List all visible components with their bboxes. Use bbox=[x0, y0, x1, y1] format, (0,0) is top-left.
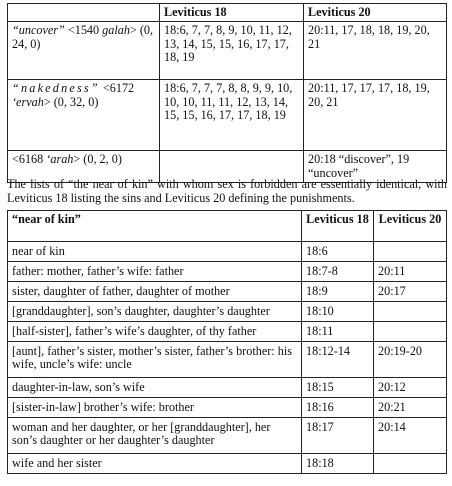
table-header-row bbox=[8, 211, 447, 242]
table-row bbox=[8, 80, 447, 151]
lev18-cell: 18:10 bbox=[302, 302, 374, 322]
header-cell-empty bbox=[8, 4, 160, 22]
lev18-cell: 18:9 bbox=[302, 282, 374, 302]
english-word: “uncover” bbox=[12, 23, 65, 38]
word-occurrence-table bbox=[7, 3, 447, 183]
word-cell bbox=[8, 22, 160, 80]
lev18-cell: 18:15 bbox=[302, 378, 374, 398]
verses-lev18: 18:6, 7, 7, 7, 8, 8, 9, 9, 10, 10, 10, 11, 11, 12, 13, 14, 15, 15, 16, 17, 17, 18, 19 bbox=[160, 80, 304, 151]
kin-cell: near of kin bbox=[8, 242, 302, 262]
lev20-cell bbox=[374, 302, 447, 322]
table-row bbox=[8, 262, 447, 282]
kin-cell: woman and her daughter, or her [granddaughter], her son’s daughter or her daughter’s daughter bbox=[8, 418, 302, 454]
table-row bbox=[8, 378, 447, 398]
lev18-cell: 18:6 bbox=[302, 242, 374, 262]
lev20-cell: 20:17 bbox=[374, 282, 447, 302]
lev20-cell: 20:21 bbox=[374, 398, 447, 418]
table-row bbox=[8, 418, 447, 454]
kin-cell: [aunt], father’s sister, mother’s sister, father’s brother: his wife, uncle’s wife: uncle bbox=[8, 342, 302, 378]
lev20-cell: 20:14 bbox=[374, 418, 447, 454]
word-counts: > (0, 24, 0) bbox=[12, 23, 154, 51]
table-header-row bbox=[8, 4, 447, 22]
header-leviticus-18: Leviticus 18 bbox=[302, 211, 374, 242]
verses-lev20: 20:11, 17, 17, 17, 18, 19, 20, 21 bbox=[304, 80, 447, 151]
header-leviticus-18: Leviticus 18 bbox=[160, 4, 304, 22]
lev18-cell: 18:7-8 bbox=[302, 262, 374, 282]
lev20-cell bbox=[374, 322, 447, 342]
kin-cell: father: mother, father’s wife: father bbox=[8, 262, 302, 282]
strong-number: <6168 bbox=[12, 152, 47, 167]
verses-lev20: 20:11, 17, 18, 18, 19, 20, 21 bbox=[304, 22, 447, 80]
english-word: “nakedness” bbox=[12, 81, 100, 96]
lev20-cell bbox=[374, 454, 447, 474]
word-cell bbox=[8, 80, 160, 151]
lev18-cell: 18:18 bbox=[302, 454, 374, 474]
kin-cell: sister, daughter of father, daughter of mother bbox=[8, 282, 302, 302]
hebrew-word: ‘arah bbox=[46, 152, 74, 167]
lev20-cell bbox=[374, 242, 447, 262]
table-row bbox=[8, 454, 447, 474]
header-near-of-kin: “near of kin” bbox=[8, 211, 302, 242]
lev18-cell: 18:16 bbox=[302, 398, 374, 418]
table-row bbox=[8, 322, 447, 342]
hebrew-word: galah bbox=[102, 23, 130, 38]
header-leviticus-20: Leviticus 20 bbox=[304, 4, 447, 22]
verses-lev18: 18:6, 7, 7, 8, 9, 10, 11, 12, 13, 14, 15, 15, 16, 17, 17, 18, 19 bbox=[160, 22, 304, 80]
kin-cell: wife and her sister bbox=[8, 454, 302, 474]
lev18-cell: 18:12-14 bbox=[302, 342, 374, 378]
kin-cell: [half-sister], father’s wife’s daughter, of thy father bbox=[8, 322, 302, 342]
table-row bbox=[8, 342, 447, 378]
word-counts: > (0, 2, 0) bbox=[73, 152, 122, 167]
hebrew-word: ‘ervah bbox=[12, 94, 44, 109]
lev18-cell: 18:11 bbox=[302, 322, 374, 342]
table-row bbox=[8, 302, 447, 322]
kin-cell: [sister-in-law] brother’s wife: brother bbox=[8, 398, 302, 418]
lev20-cell: 20:11 bbox=[374, 262, 447, 282]
strong-number: <1540 bbox=[64, 23, 103, 38]
table-row bbox=[8, 242, 447, 262]
kin-cell: [granddaughter], son’s daughter, daughter’s daughter bbox=[8, 302, 302, 322]
lev18-cell: 18:17 bbox=[302, 418, 374, 454]
lev20-cell: 20:19-20 bbox=[374, 342, 447, 378]
table-row bbox=[8, 22, 447, 80]
strong-number: <6172 bbox=[99, 81, 135, 96]
verses-lev20: 20:18 “discover”, 19 “uncover” bbox=[304, 151, 447, 183]
word-counts: > (0, 32, 0) bbox=[43, 94, 99, 109]
table-row bbox=[8, 282, 447, 302]
kin-cell: daughter-in-law, son’s wife bbox=[8, 378, 302, 398]
near-of-kin-table bbox=[7, 210, 447, 474]
lev20-cell: 20:12 bbox=[374, 378, 447, 398]
table-row bbox=[8, 398, 447, 418]
explanatory-paragraph: The lists of “the near of kin” with whom sex is forbidden are essentially identical, with Leviticus 18 listing the sins and Leviticus 20 defining the punishments. bbox=[7, 177, 447, 205]
header-leviticus-20: Leviticus 20 bbox=[374, 211, 447, 242]
